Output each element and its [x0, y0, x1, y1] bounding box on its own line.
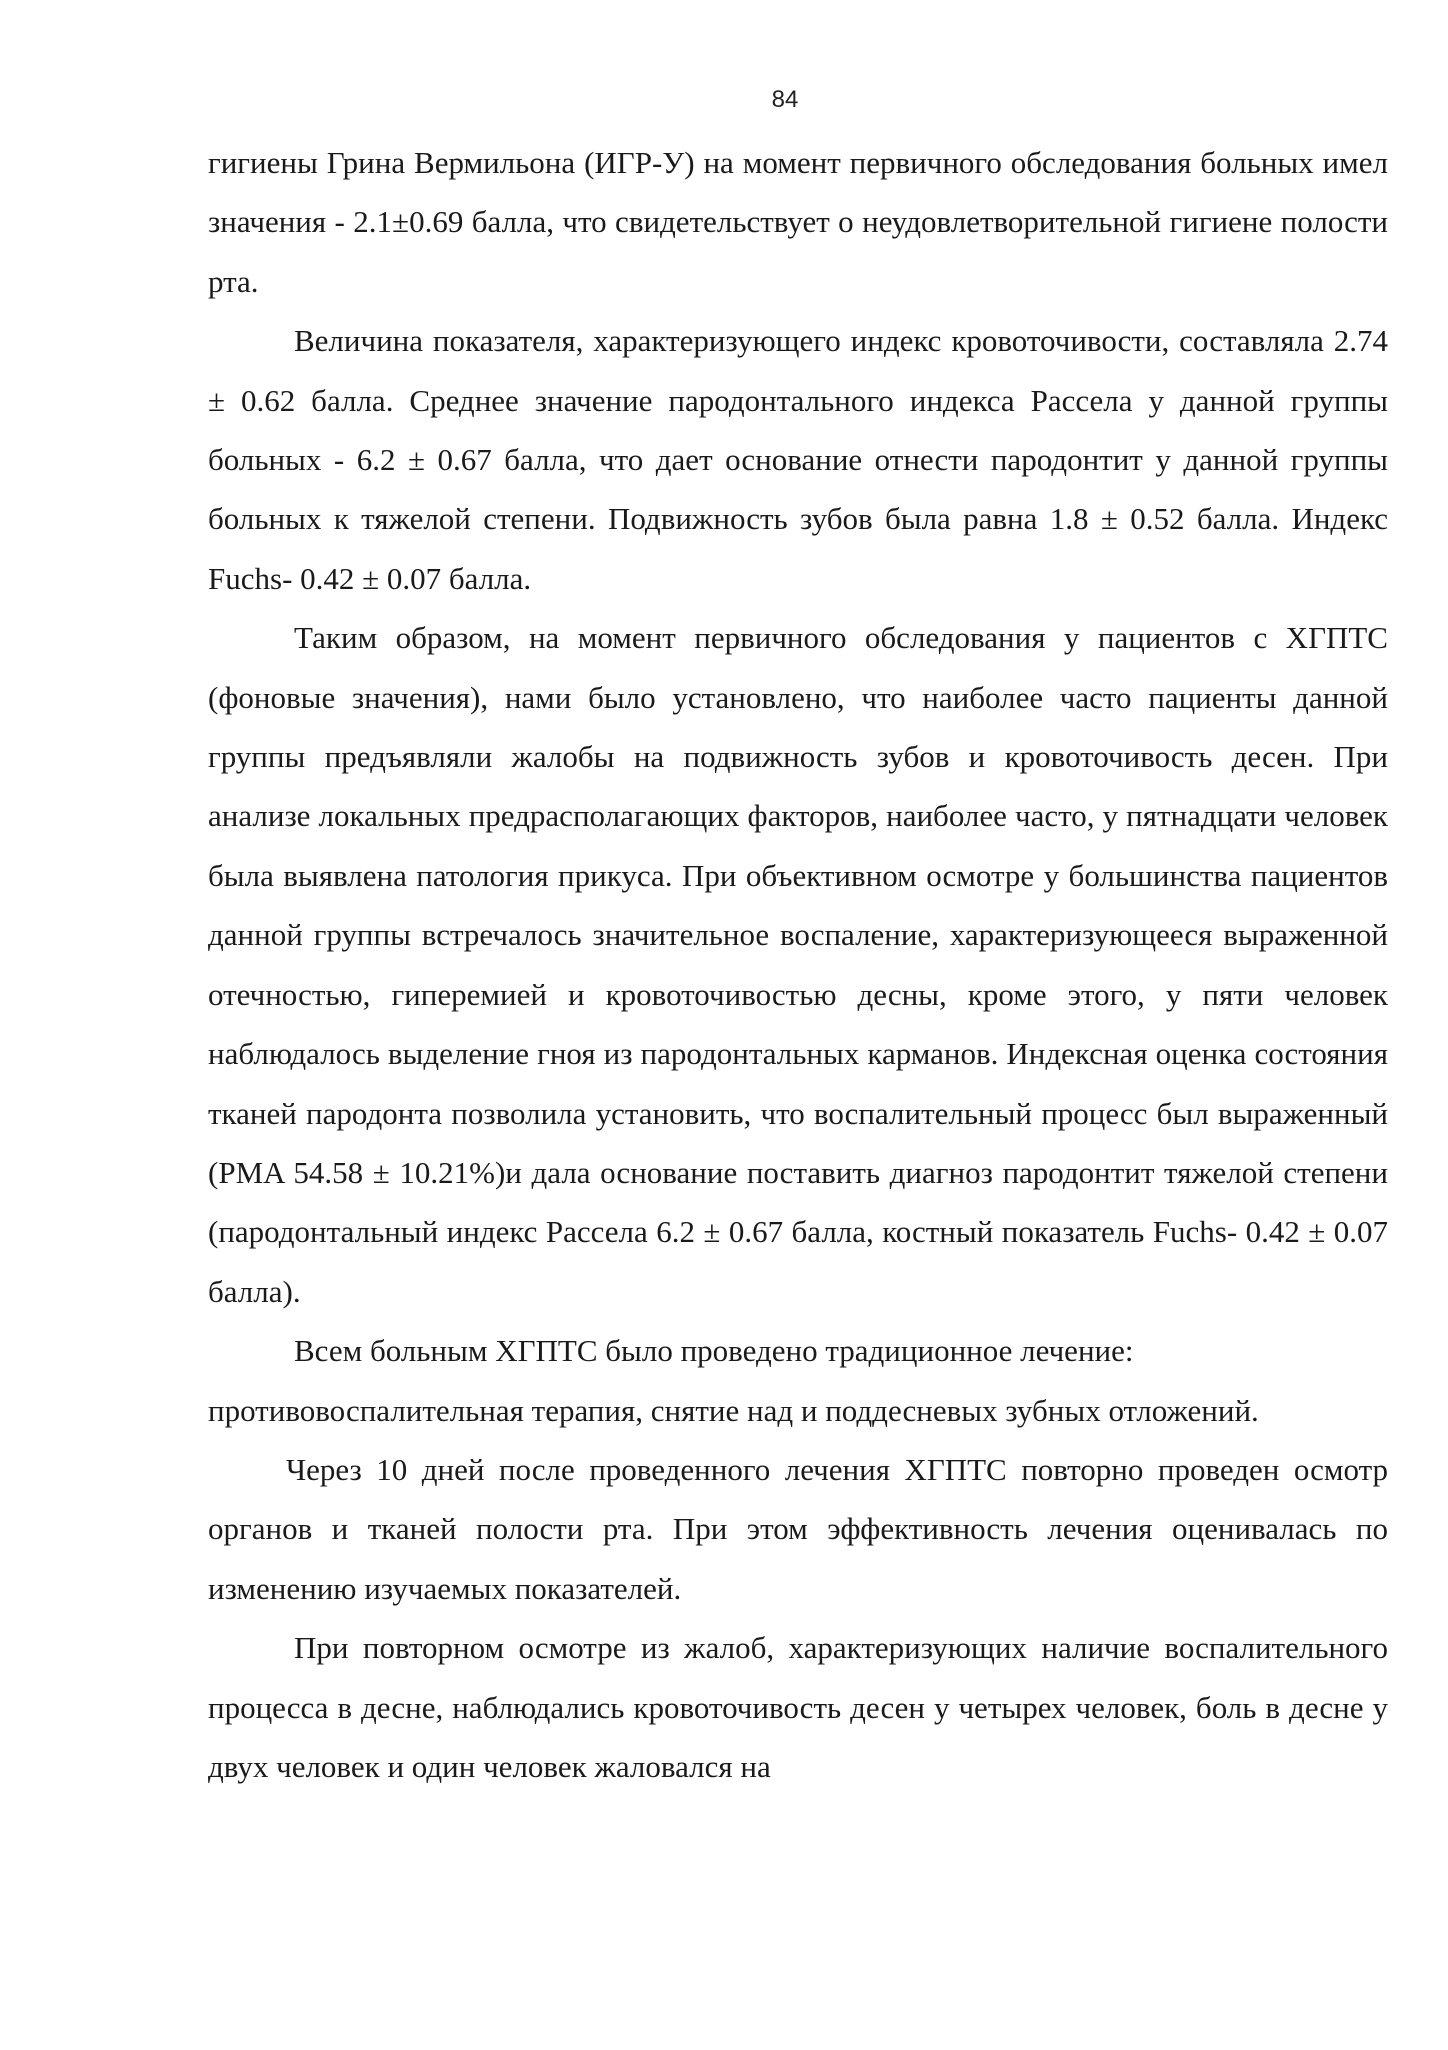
- body-text: [208, 133, 1388, 1796]
- paragraph-treatment-intro: Всем больным ХГПТС было проведено традиционное лечение:: [294, 1333, 1134, 1369]
- paragraph-initial-exam-summary: Таким образом, на момент первичного обследования у пациентов с ХГПТС (фоновые значения), нами было установлено, что наиболее часто пациенты данной группы предъявляли жалобы на подвижность зубов и кровоточивость десен. При анализе локальных предрасполагающих факторов, наиболее часто, у пятнадцати человек была выявлена патология прикуса. При объективном осмотре у большинства пациентов данной группы встречалось значительное воспаление, характеризующееся выраженной отечностью, гиперемией и кровоточивостью десны, кроме этого, у пяти человек наблюдалось выделение гноя из пародонтальных карманов. Индексная оценка состояния тканей пародонта позволила установить, что воспалительный процесс был выраженный (PMA 54.58 ± 10.21%)и дала основание поставить диагноз пародонтит тяжелой степени (пародонтальный индекс Рассела 6.2 ± 0.67 балла, костный показатель Fuchs- 0.42 ± 0.07 балла).: [208, 620, 1388, 1309]
- paragraph-hygiene-index: гигиены Грина Вермильона (ИГР-У) на момент первичного обследования больных имел значения - 2.1±0.69 балла, что свидетельствует о неудовлетворительной гигиене полости рта.: [208, 145, 1388, 299]
- paragraph-bleeding-index: Величина показателя, характеризующего индекс кровоточивости, составляла 2.74 ± 0.62 балла. Среднее значение пародонтального индекса Рассела у данной группы больных - 6.2 ± 0.67 балла, что дает основание отнести пародонтит у данной группы больных к тяжелой степени. Подвижность зубов была равна 1.8 ± 0.52 балла. Индекс Fuchs- 0.42 ± 0.07 балла.: [208, 323, 1388, 596]
- paragraph-repeat-exam-complaints: При повторном осмотре из жалоб, характеризующих наличие воспалительного процесса в десне, наблюдались кровоточивость десен у четырех человек, боль в десне у двух человек и один человек жаловался на: [208, 1630, 1388, 1784]
- page-number: 84: [771, 86, 799, 113]
- paragraph-repeat-exam: Через 10 дней после проведенного лечения ХГПТС повторно проведен осмотр органов и тканей полости рта. При этом эффективность лечения оценивалась по изменению изучаемых показателей.: [208, 1451, 1388, 1606]
- paragraph-treatment-details: противовоспалительная терапия, снятие над и поддесневых зубных отложений.: [208, 1392, 1259, 1428]
